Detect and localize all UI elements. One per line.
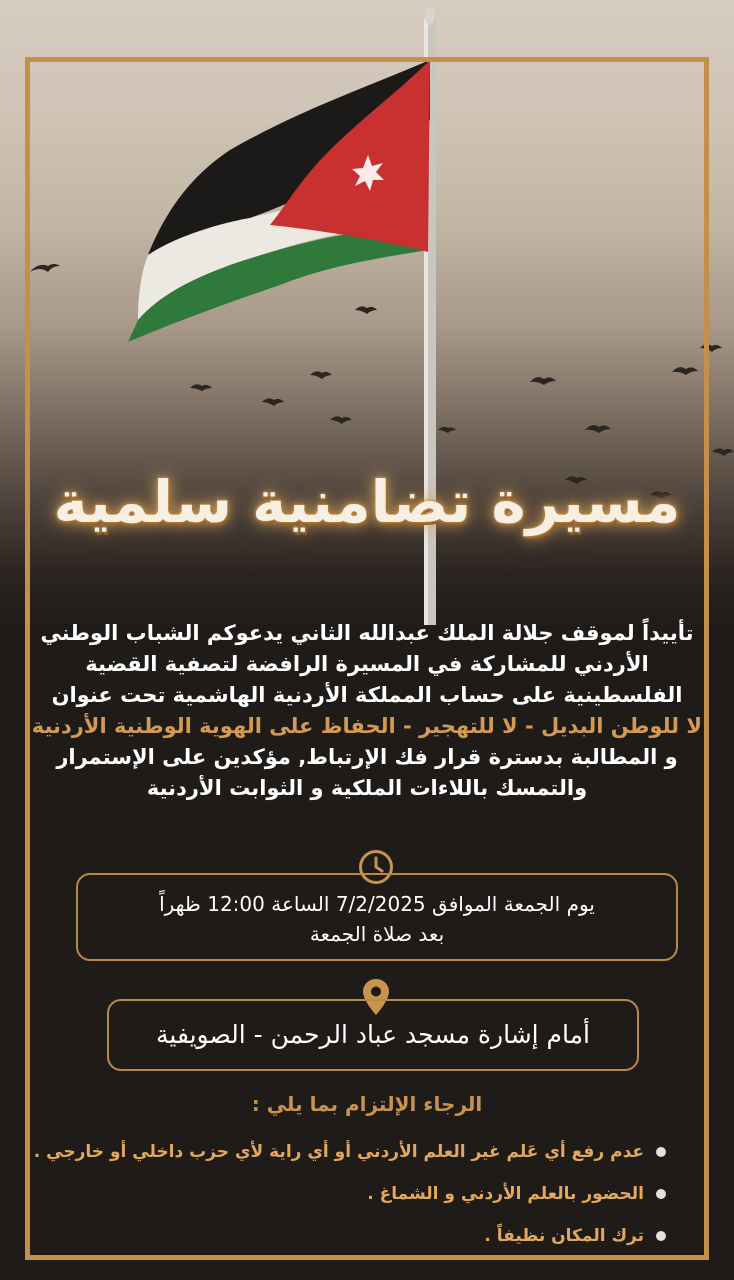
invitation-line: الفلسطينية على حساب المملكة الأردنية الهاشمية تحت عنوان bbox=[51, 683, 683, 707]
location-box bbox=[107, 999, 639, 1071]
slogan-line: لا للوطن البديل - لا للتهجير - الحفاظ على الهوية الوطنية الأردنية bbox=[31, 714, 702, 738]
date-time-box bbox=[76, 873, 678, 961]
rules-list bbox=[26, 1134, 666, 1260]
location-text: أمام إشارة مسجد عباد الرحمن - الصويفية bbox=[156, 1020, 590, 1049]
bird-icon bbox=[672, 367, 698, 375]
list-item bbox=[26, 1176, 666, 1218]
pole-top bbox=[425, 7, 435, 25]
bird-icon bbox=[262, 398, 284, 406]
rule-text: ترك المكان نظيفاً . bbox=[484, 1226, 644, 1246]
invitation-text bbox=[32, 618, 702, 804]
rules-heading: الرجاء الإلتزام بما يلي : bbox=[251, 1092, 483, 1116]
bird-icon bbox=[330, 416, 352, 424]
bullet-icon bbox=[656, 1147, 666, 1157]
bird-icon bbox=[355, 306, 377, 314]
prayer-time-text: بعد صلاة الجمعة bbox=[309, 922, 445, 946]
invitation-line: تأييداً لموقف جلالة الملك عبدالله الثاني يدعوكم الشباب الوطني bbox=[40, 621, 694, 645]
invitation-line: الأردني للمشاركة في المسيرة الرافضة لتصفية القضية bbox=[85, 652, 649, 676]
invitation-line: و المطالبة بدسترة قرار فك الإرتباط, مؤكدين على الإستمرار bbox=[56, 745, 678, 769]
invitation-line: والتمسك باللاءات الملكية و الثوابت الأردنية bbox=[146, 776, 588, 800]
bullet-icon bbox=[656, 1189, 666, 1199]
list-item bbox=[26, 1218, 666, 1260]
bird-icon bbox=[438, 427, 456, 433]
page-title: مسيرة تضامنية سلمية bbox=[53, 468, 681, 536]
bird-icon bbox=[700, 344, 722, 352]
bird-icon bbox=[585, 425, 611, 433]
list-item bbox=[26, 1134, 666, 1176]
birds bbox=[30, 264, 734, 499]
bird-icon bbox=[190, 384, 212, 391]
bird-icon bbox=[530, 377, 556, 385]
rule-text: الحضور بالعلم الأردني و الشماغ . bbox=[367, 1184, 644, 1204]
rule-text: عدم رفع أي عَلم غير العلم الأردني أو أي راية لأي حزب داخلي أو خارجي . bbox=[33, 1142, 644, 1162]
date-time-text: يوم الجمعة الموافق 7/2/2025 الساعة 12:00 ظهراً bbox=[159, 892, 595, 916]
bird-icon bbox=[310, 371, 332, 379]
bullet-icon bbox=[656, 1231, 666, 1241]
bird-icon bbox=[30, 264, 60, 272]
bird-icon bbox=[712, 448, 734, 456]
